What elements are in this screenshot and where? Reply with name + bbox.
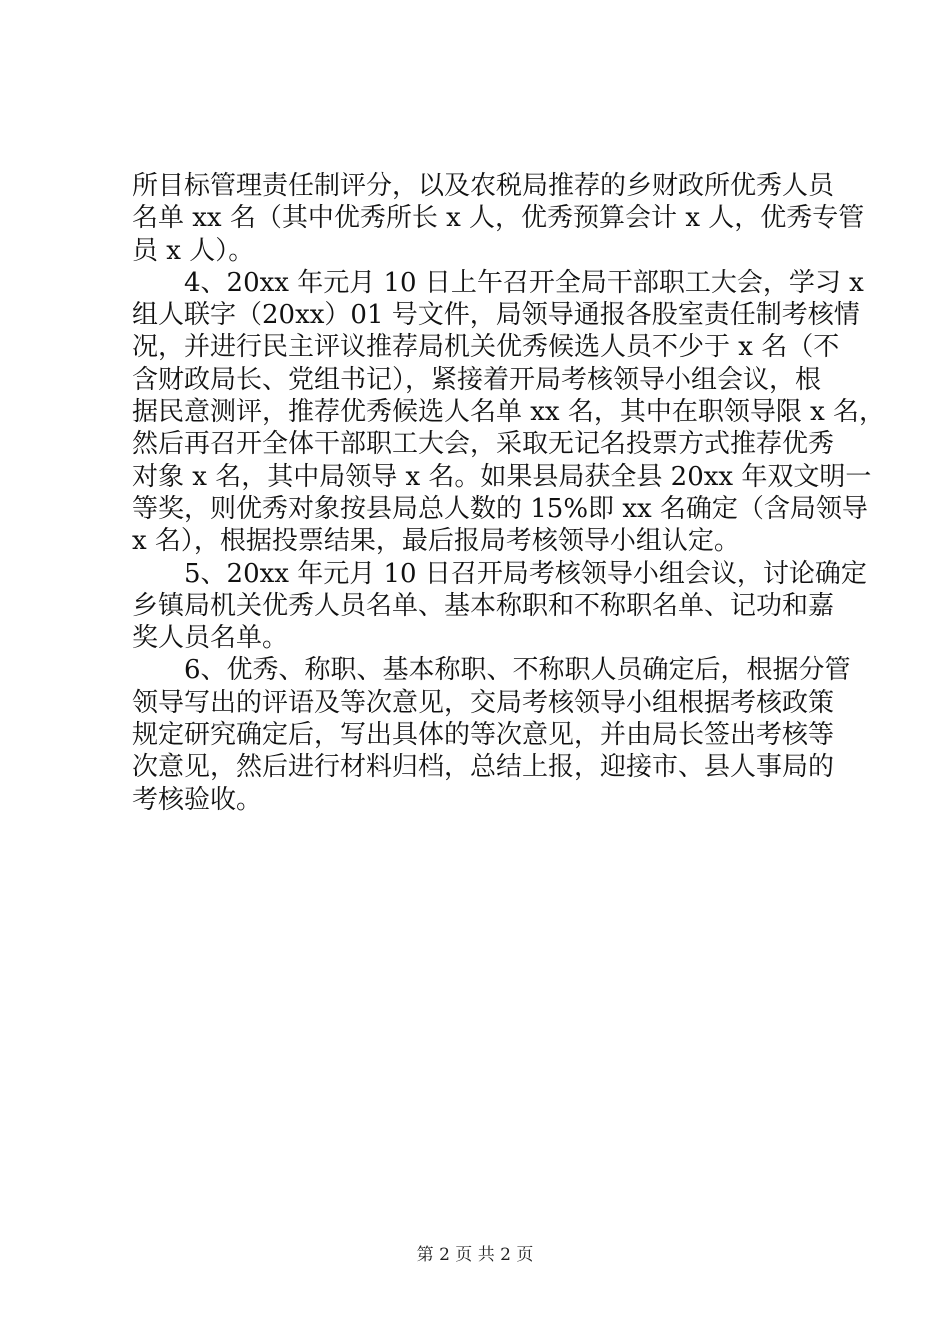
text-line: 规定研究确定后，写出具体的等次意见，并由局长签出考核等 (132, 720, 835, 751)
text-line: 次意见，然后进行材料归档，总结上报，迎接市、县人事局的 (132, 752, 835, 783)
text-line: 乡镇局机关优秀人员名单、基本称职和不称职名单、记功和嘉 (132, 590, 835, 621)
document-body (132, 170, 886, 816)
text-line: 然后再召开全体干部职工大会，采取无记名投票方式推荐优秀 (132, 429, 835, 460)
paragraph-4-start: 4、20xx 年元月 10 日上午召开全局干部职工大会，学习 x (184, 267, 864, 298)
text-line: 所目标管理责任制评分，以及农税局推荐的乡财政所优秀人员 (132, 171, 835, 201)
paragraph-5-start: 5、20xx 年元月 10 日召开局考核领导小组会议，讨论确定 (184, 558, 867, 589)
page-number-footer: 第 2 页 共 2 页 (416, 1245, 534, 1265)
paragraph-6-start: 6、优秀、称职、基本称职、不称职人员确定后，根据分管 (184, 655, 851, 686)
text-line: 领导写出的评语及等次意见，交局考核领导小组根据考核政策 (132, 687, 835, 718)
text-line: 员 x 人）。 (132, 235, 255, 266)
text-line: 据民意测评，推荐优秀候选人名单 xx 名，其中在职领导限 x 名， (132, 397, 886, 428)
text-line: x 名），根据投票结果，最后报局考核领导小组认定。 (132, 526, 740, 557)
text-line: 考核验收。 (132, 784, 263, 815)
text-line: 对象 x 名，其中局领导 x 名。如果县局获全县 20xx 年双文明一 (132, 461, 872, 492)
text-line: 名单 xx 名（其中优秀所长 x 人，优秀预算会计 x 人，优秀专管 (132, 203, 865, 234)
text-line: 奖人员名单。 (132, 623, 289, 654)
text-line: 含财政局长、党组书记），紧接着开局考核领导小组会议，根 (132, 364, 822, 395)
text-line: 组人联字（20xx）01 号文件，局领导通报各股室责任制考核情 (132, 300, 860, 331)
text-line: 等奖，则优秀对象按县局总人数的 15%即 xx 名确定（含局领导 (132, 493, 868, 524)
text-line: 况，并进行民主评议推荐局机关优秀候选人员不少于 x 名（不 (132, 332, 840, 363)
